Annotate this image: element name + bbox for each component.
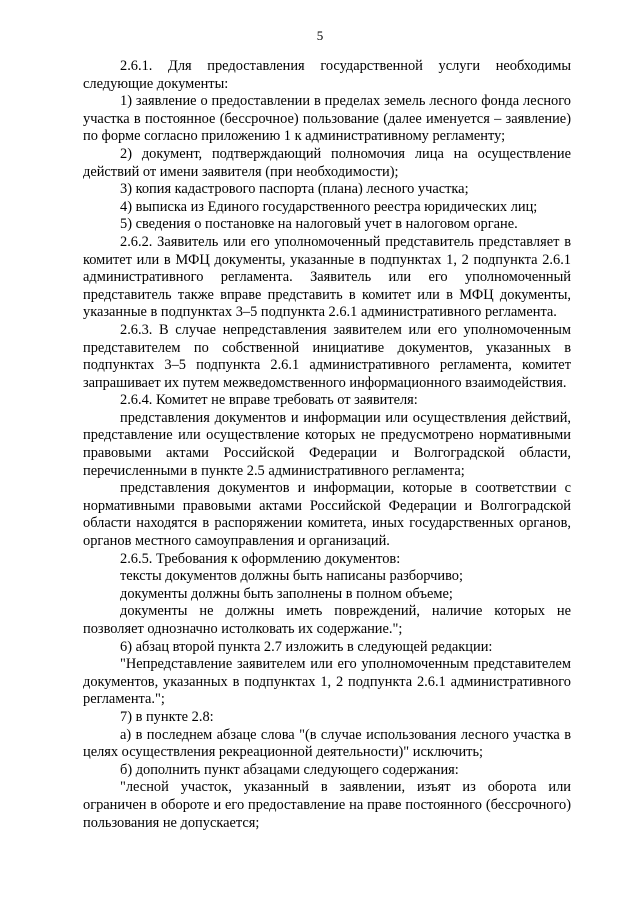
page-number: 5 xyxy=(316,28,324,43)
paragraph-2-6-4-a: представления документов и информации или осуществления действий, представление или осуществление которых не предусмотрено нормативными правовыми актами Российской Федерации и Волгоградской области, перечисленными в пункте 2.5 административного регламента; xyxy=(83,409,571,479)
paragraph-amend-7-a: а) в последнем абзаце слова "(в случае использования лесного участка в целях осуществления рекреационной деятельности)" исключить; xyxy=(83,726,571,761)
paragraph-item-4: 4) выписка из Единого государственного реестра юридических лиц; xyxy=(120,198,538,215)
document-body xyxy=(83,58,571,832)
paragraph-amend-7-b: б) дополнить пункт абзацами следующего содержания: xyxy=(120,761,459,778)
paragraph-2-6-1: 2.6.1. Для предоставления государственной услуги необходимы следующие документы: xyxy=(83,58,571,92)
paragraph-2-6-5: 2.6.5. Требования к оформлению документов: xyxy=(120,550,401,567)
paragraph-2-6-2: 2.6.2. Заявитель или его уполномоченный представитель представляет в комитет или в МФЦ документы, указанные в подпунктах 1, 2 подпункта 2.6.1 административного регламента. Заявитель или его уполномоченный представитель также вправе представить в комитет или в МФЦ документы, указанные в подпунктах 3–5 подпункта 2.6.1 административного регламента. xyxy=(83,233,571,321)
paragraph-amend-7-b-text: "лесной участок, указанный в заявлении, изъят из оборота или ограничен в обороте и его предоставление на праве постоянного (бессрочного) пользования не допускается; xyxy=(83,779,571,831)
paragraph-2-6-5-a: тексты документов должны быть написаны разборчиво; xyxy=(120,568,463,585)
paragraph-item-3: 3) копия кадастрового паспорта (плана) лесного участка; xyxy=(120,181,469,198)
paragraph-amend-6: 6) абзац второй пункта 2.7 изложить в следующей редакции: xyxy=(120,638,493,655)
paragraph-item-5: 5) сведения о постановке на налоговый учет в налоговом органе. xyxy=(120,216,518,233)
paragraph-item-1: 1) заявление о предоставлении в пределах земель лесного фонда лесного участка в постоянное (бессрочное) пользование (далее именуется – заявление) по форме согласно приложению 1 к административному регламенту; xyxy=(83,93,571,145)
paragraph-item-2: 2) документ, подтверждающий полномочия лица на осуществление действий от имени заявителя (при необходимости); xyxy=(83,145,571,180)
paragraph-amend-6-text: "Непредставление заявителем или его уполномоченным представителем документов, указанных в подпунктах 1, 2 подпункта 2.6.1 административного регламента."; xyxy=(83,656,571,708)
paragraph-2-6-5-b: документы должны быть заполнены в полном объеме; xyxy=(120,585,453,602)
paragraph-2-6-4: 2.6.4. Комитет не вправе требовать от заявителя: xyxy=(120,392,418,409)
paragraph-amend-7: 7) в пункте 2.8: xyxy=(120,708,214,725)
paragraph-2-6-5-c: документы не должны иметь повреждений, наличие которых не позволяет однозначно истолковать их содержание."; xyxy=(83,603,571,637)
paragraph-2-6-4-b: представления документов и информации, которые в соответствии с нормативными правовыми актами Российской Федерации и Волгоградской области находятся в распоряжении комитета, иных государственных органов, органов местного самоуправления и организаций. xyxy=(83,480,571,550)
paragraph-2-6-3: 2.6.3. В случае непредставления заявителем или его уполномоченным представителем по собственной инициативе документов, указанных в подпунктах 3–5 подпункта 2.6.1 административного регламента, комитет запрашивает их путем межведомственного информационного взаимодействия. xyxy=(83,321,571,391)
